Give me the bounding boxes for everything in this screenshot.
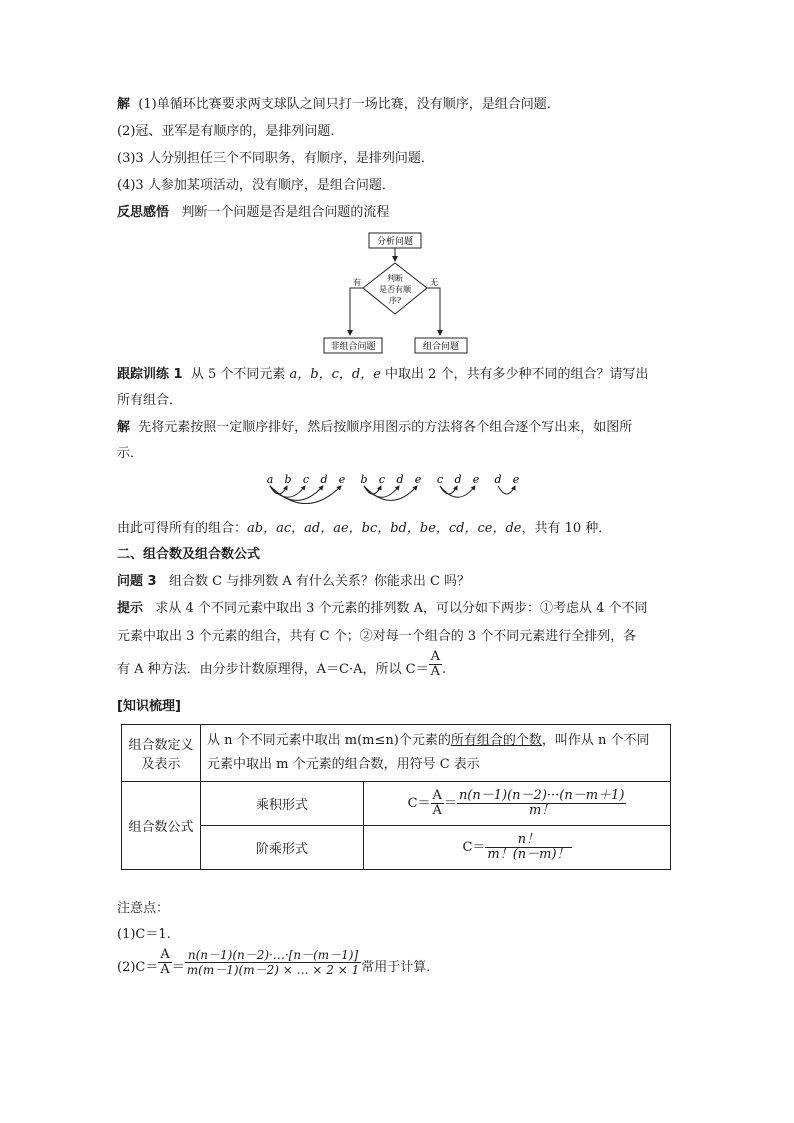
product-form-label: 乘积形式 <box>255 798 308 813</box>
answer-line-2: 示． <box>117 446 144 461</box>
arc-letter: c <box>378 473 386 486</box>
note-2-fraction-a: $\frac{A}{A}$ <box>160 947 170 977</box>
arc-letter: c <box>302 473 310 486</box>
note-2-fraction <box>185 948 361 977</box>
flow-edge-right-label: 无 <box>430 278 438 287</box>
question-3-label: 问题 3 <box>117 574 157 589</box>
flow-decision-line-1: 判断 <box>387 274 403 283</box>
flow-start-text: 分析问题 <box>376 237 414 247</box>
exercise-elements: a，b，c，d，e <box>289 367 381 382</box>
flow-right-box-text: 组合问题 <box>422 342 460 352</box>
hint-line-2: 元素中取出 3 个元素的组合，共有 C 个；②对每一个组合的 3 个不同元素进行全排列，各 <box>117 629 637 644</box>
note-2-num: n(n－1)(n－2)·…·[n－(m－1)] <box>185 948 361 963</box>
arc-letter: b <box>284 473 292 486</box>
reflection-text: 判断一个问题是否是组合问题的流程 <box>181 205 390 220</box>
question-3-line <box>117 573 470 591</box>
knowledge-label: [知识梳理] <box>117 699 181 714</box>
hint-label: 提示 <box>117 601 144 616</box>
product-num: n(n－1)(n－2)···(n－m＋1) <box>458 788 625 803</box>
note-2: (2)C＝ $\frac{A}{A}$ ＝ $\frac{n(n-1)(n-2)\cdot\dots\cdot[n-(m-1)]}{m(m-1)(m-2) \times \dots \times 2 \times 1}$ 常用于计算． <box>117 947 440 977</box>
factorial-form-label: 阶乘形式 <box>255 842 308 857</box>
flow-decision-line-2: 是否有顺 <box>379 285 411 294</box>
formula-header-cell <box>122 782 201 870</box>
note-1: (1)C＝1. <box>117 927 171 942</box>
hint-text-1: 求从 4 个不同元素中取出 3 个元素的排列数 A，可以分如下两步：①考虑从 4 个不同 <box>155 601 648 616</box>
hint-text-3: 有 A 种方法．由分步计数原理得，A＝C·A，所以 C＝ <box>117 662 429 677</box>
result-prefix: 由此可得所有的组合： <box>117 521 248 536</box>
factorial-formula-cell: C＝ $\frac{n!}{m!(n-m)!}$ <box>364 826 671 870</box>
flowchart <box>320 228 470 358</box>
solution-text-1: (1)单循环比赛要求两支球队之间只打一场比赛，没有顺序，是组合问题． <box>138 97 560 112</box>
def-text-underlined: 所有组合的个数 <box>450 733 542 748</box>
hint-fraction-num: A <box>430 649 440 664</box>
def-content-cell <box>201 725 671 782</box>
flow-left-box-text: 非组合问题 <box>330 342 376 352</box>
table-row <box>122 826 671 870</box>
notes-label: 注意点： <box>117 901 170 916</box>
hint-line-3: 有 A 种方法．由分步计数原理得，A＝C·A，所以 C＝ $\frac{A}{A}$ . <box>117 649 447 679</box>
hint-line-1 <box>117 600 648 618</box>
arc-line <box>364 486 417 500</box>
factorial-fraction <box>485 833 571 862</box>
def-header-cell <box>122 725 201 782</box>
arc-letter: b <box>360 473 368 486</box>
flow-edge-left-label: 有 <box>353 278 361 287</box>
def-text-b: ，叫作从 n 个不同 <box>541 733 650 748</box>
product-fraction-a: $\frac{A}{A}$ <box>432 788 442 818</box>
factorial-den: m！(n－m)！ <box>487 847 570 862</box>
arc-line <box>270 486 341 504</box>
exercise-line-1 <box>117 366 649 384</box>
solution-line-2: (2)冠、亚军是有顺序的，是排列问题． <box>117 124 344 139</box>
product-form-cell <box>201 782 364 826</box>
arc-line <box>364 486 381 494</box>
factorial-num: n！ <box>485 833 571 848</box>
arc-letter: d <box>320 473 328 486</box>
solution-line-4: (4)3 人参加某项活动，没有顺序，是组合问题． <box>117 178 395 193</box>
product-formula-cell: C＝ $\frac{A}{A}$ ＝ $\frac{n(n-1)(n-2)\cdot\cdot\cdot(n-m+1)}{m!}$ <box>364 782 671 826</box>
result-suffix: ，共有 10 种． <box>521 521 612 536</box>
reflection-label: 反思感悟 <box>117 205 170 220</box>
hint-fraction-den: A <box>430 664 440 679</box>
def-header: 组合数定义及表示 <box>128 738 194 772</box>
answer-line-1 <box>117 419 632 437</box>
formula-header: 组合数公式 <box>128 820 194 835</box>
arc-letter: d <box>396 473 404 486</box>
arc-line <box>498 486 515 494</box>
arc-line <box>440 486 475 497</box>
exercise-label: 跟踪训练 1 <box>117 367 183 382</box>
section-2-title: 二、组合数及组合数公式 <box>117 547 261 562</box>
table-row <box>122 725 671 782</box>
note-2-den: m(m－1)(m－2) × … × 2 × 1 <box>186 963 360 977</box>
result-line <box>117 520 611 538</box>
arc-letter: d <box>454 473 462 486</box>
product-den: m！ <box>529 803 555 818</box>
arc-letter: e <box>414 473 422 486</box>
solution-line-1 <box>117 96 560 114</box>
arc-line <box>440 486 457 494</box>
factorial-form-cell <box>201 826 364 870</box>
reflection-line <box>117 204 389 222</box>
def-text-c: 元素中取出 m 个元素的组合数，用符号 C 表示 <box>207 757 480 772</box>
hint-fraction <box>429 650 442 679</box>
product-fraction <box>457 789 626 818</box>
combination-arc-diagram <box>262 470 532 504</box>
solution-line-3: (3)3 人分别担任三个不同职务，有顺序，是排列问题． <box>117 151 434 166</box>
arc-letter: e <box>512 473 520 486</box>
note-2-suffix: 常用于计算． <box>361 960 440 975</box>
arc-letter: c <box>436 473 444 486</box>
answer-label: 解 <box>117 420 131 435</box>
question-3-text: 组合数 C 与排列数 A 有什么关系？你能求出 C 吗？ <box>168 574 471 589</box>
exercise-text-a: 从 5 个不同元素 <box>190 367 290 382</box>
arc-letter: a <box>266 473 274 486</box>
arc-letter: d <box>494 473 502 486</box>
exercise-text-b: 中取出 2 个，共有多少种不同的组合？请写出 <box>380 367 649 382</box>
table-row <box>122 782 671 826</box>
result-combos: ab，ac，ad，ae，bc，bd，be，cd，ce，de <box>247 521 522 536</box>
knowledge-table <box>121 724 671 870</box>
arc-letter: e <box>338 473 346 486</box>
arc-letter: e <box>472 473 480 486</box>
flow-decision-line-3: 序? <box>388 296 402 305</box>
answer-text-a: 先将元素按照一定顺序排好，然后按顺序用图示的方法将各个组合逐个写出来，如图所 <box>138 420 633 435</box>
solution-label: 解 <box>117 97 131 112</box>
def-text-a: 从 n 个不同元素中取出 m(m≤n)个元素的 <box>207 733 451 748</box>
exercise-line-2: 所有组合． <box>117 393 183 408</box>
